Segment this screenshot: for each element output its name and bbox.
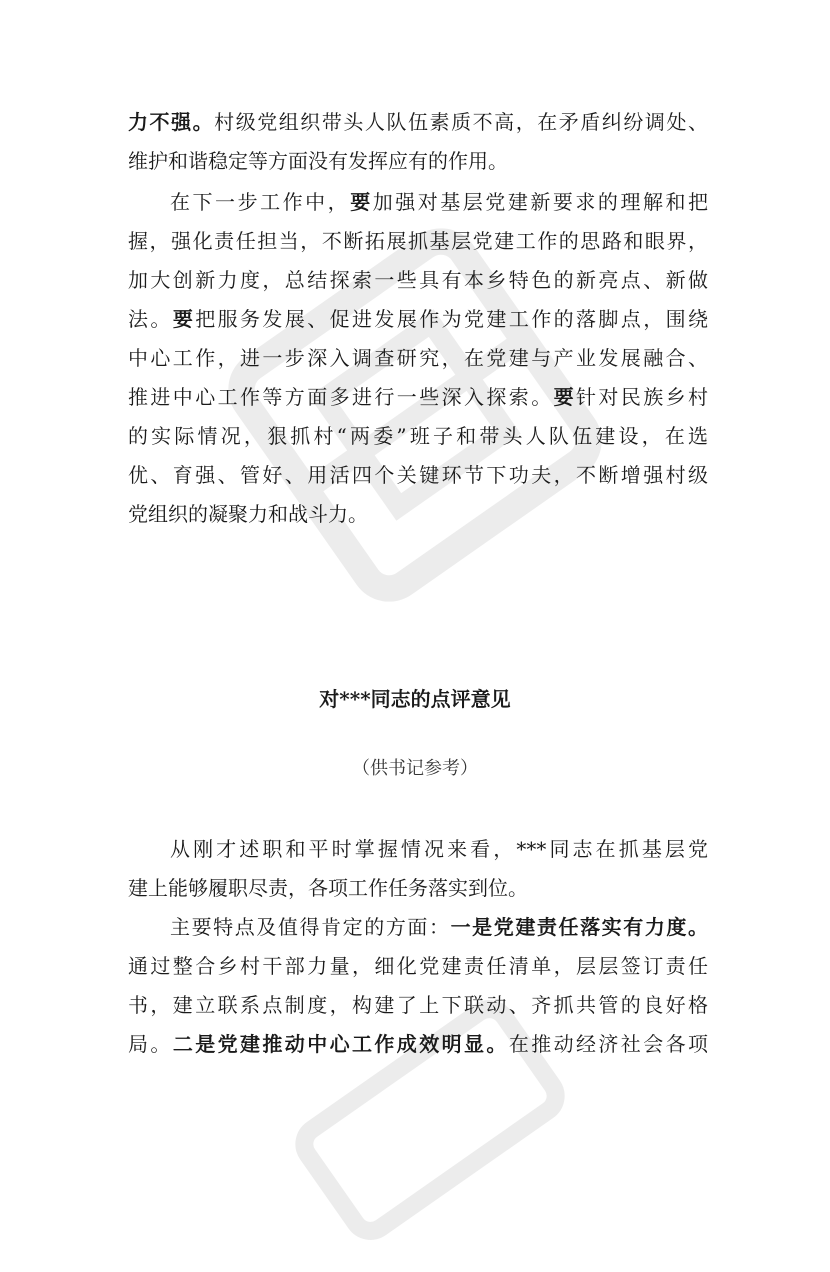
text-span: 在推动经济社会各项	[508, 1032, 708, 1056]
document-subtitle: （供书记参考）	[352, 758, 478, 779]
text-span: 法。	[128, 307, 173, 331]
paragraph-line	[170, 187, 708, 217]
text-span: 主要特点及值得肯定的方面：	[170, 915, 451, 939]
paragraph-line: 建上能够履职尽责，各项工作任务落实到位。	[128, 876, 528, 900]
paragraph-line: 加大创新力度，总结探索一些具有本乡特色的新亮点、新做	[128, 268, 708, 292]
paragraph-line: 优、育强、管好、用活四个关键环节下功夫，不断增强村级	[128, 463, 708, 487]
text-span: 局。	[128, 1032, 173, 1056]
bold-text: 一是党建责任落实有力度。	[450, 915, 708, 939]
bold-text: 要	[172, 307, 196, 331]
text-span: 村级党组织带头人队伍素质不高，在矛盾纠纷调处、	[214, 110, 708, 134]
paragraph-line: 握，强化责任担当，不断拓展抓基层党建工作的思路和眼界，	[128, 229, 708, 253]
text-span: 加强对基层党建新要求的理解和把	[372, 190, 708, 214]
paragraph-line: 维护和谐稳定等方面没有发挥应有的作用。	[128, 149, 508, 173]
paragraph-line: 中心工作，进一步深入调查研究，在党建与产业发展融合、	[128, 346, 708, 370]
bold-text: 力不强。	[128, 110, 215, 134]
bold-text: 要	[553, 385, 577, 409]
text-span: 在下一步工作中，	[170, 190, 351, 214]
paragraph-line: 党组织的凝聚力和战斗力。	[128, 502, 368, 526]
paragraph-line	[128, 107, 708, 137]
paragraph-line	[128, 382, 708, 412]
paragraph-line	[170, 912, 708, 942]
paragraph-line	[128, 1029, 708, 1059]
document-title: 对***同志的点评意见	[319, 687, 511, 711]
paragraph-line: 从刚才述职和平时掌握情况来看，***同志在抓基层党	[170, 837, 708, 861]
bold-text: 二是党建推动中心工作成效明显。	[172, 1032, 509, 1056]
paragraph-line	[128, 304, 708, 334]
bold-text: 要	[350, 190, 373, 214]
paragraph-line: 的实际情况，狠抓村“两委”班子和带头人队伍建设，在选	[128, 424, 708, 448]
text-span: 推进中心工作等方面多进行一些深入探索。	[128, 385, 554, 409]
paragraph-line: 书，建立联系点制度，构建了上下联动、齐抓共管的良好格	[128, 993, 708, 1017]
text-span: 把服务发展、促进发展作为党建工作的落脚点，围绕	[195, 307, 708, 331]
text-span: 针对民族乡村	[576, 385, 708, 409]
paragraph-line: 通过整合乡村干部力量，细化党建责任清单，层层签订责任	[128, 954, 708, 978]
